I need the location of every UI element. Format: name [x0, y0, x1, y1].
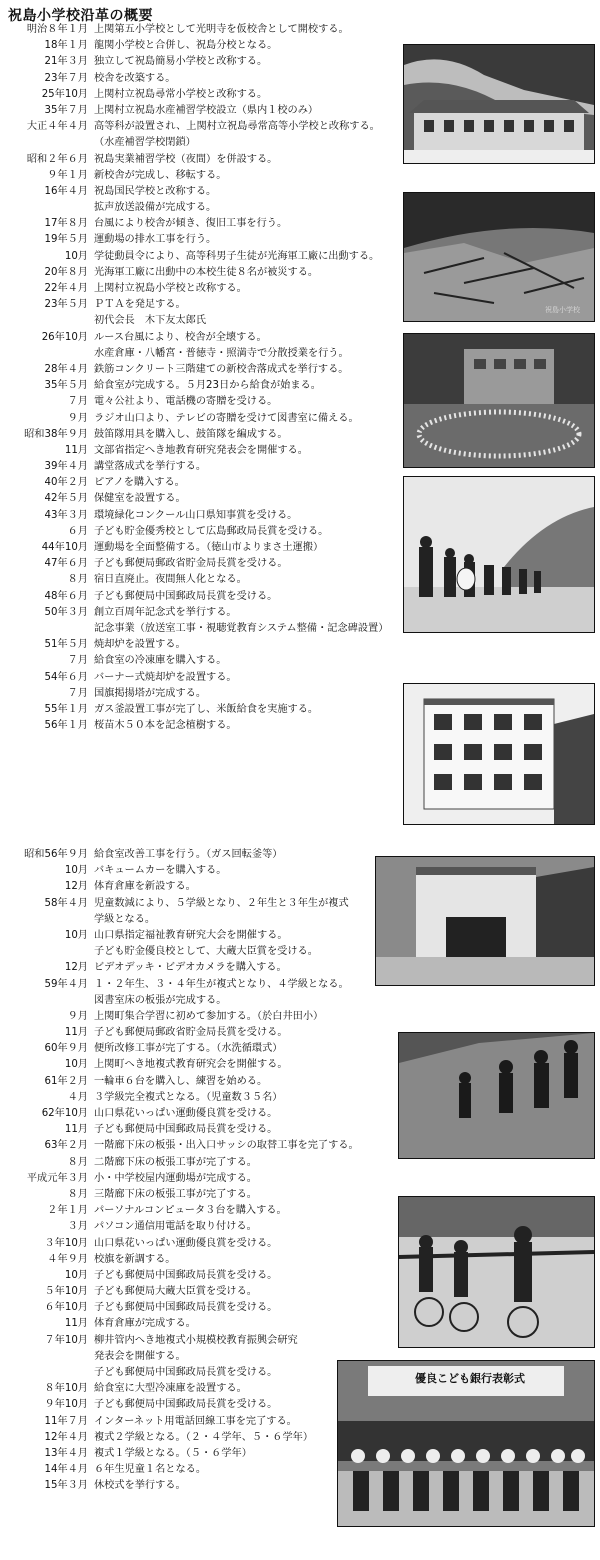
timeline-event: 子ども郵便局中国郵政局長賞を受ける。	[94, 1367, 278, 1378]
timeline-row	[0, 718, 400, 734]
timeline-event: 講堂落成式を挙行する。	[94, 461, 207, 473]
timeline-date: ３年10月	[44, 1237, 88, 1249]
timeline-event: 複式２学級となる。（２・４学年、５・６学年）	[94, 1431, 314, 1443]
timeline-event: 文部省指定へき地教育研究発表会を開催する。	[94, 444, 308, 456]
timeline-date: 44年10月	[41, 542, 88, 553]
timeline-event: 拡声放送設備が完成する。	[94, 202, 217, 214]
photo-typhoon-damage	[403, 192, 595, 322]
timeline-date: 35年７月	[44, 104, 88, 116]
timeline-event: 上関村立祝島尋常小学校と改称する。	[94, 88, 268, 100]
timeline-event: 体育倉庫が完成する。	[94, 1318, 196, 1330]
timeline-event: 環境緑化コンクール山口県知事賞を受ける。	[94, 509, 298, 521]
timeline-row	[0, 411, 400, 427]
timeline-event: 保健室を設置する。	[94, 493, 186, 505]
timeline-row	[0, 653, 400, 669]
timeline-date: 23年５月	[44, 299, 88, 311]
timeline-row	[0, 540, 400, 556]
timeline-row	[0, 475, 400, 491]
timeline-row	[0, 200, 400, 216]
photo-children-outdoors	[398, 1032, 595, 1159]
timeline-date: 54年６月	[44, 671, 88, 683]
timeline-row	[0, 1057, 400, 1073]
timeline-event: ルース台風により、校舎が全壊する。	[94, 331, 267, 343]
timeline-event: 一階廊下床の板張・出入口サッシの取替工事を完了する。	[94, 1140, 359, 1152]
timeline-event: 祝島実業補習学校（夜間）を併設する。	[94, 153, 278, 165]
timeline-event: 鉄筋コンクリート三階建ての新校舎落成式を挙行する。	[94, 363, 349, 375]
timeline-row	[0, 1236, 400, 1252]
timeline-event: 校旗を新調する。	[94, 1253, 176, 1265]
timeline-event: 上関村立祝島小学校と改称する。	[94, 283, 247, 294]
timeline-event: 高等科が設置され、上関村立祝島尋常高等小学校と改称する。	[94, 121, 380, 133]
timeline-date: 59年４月	[44, 978, 88, 990]
timeline-event: 祝島国民学校と改称する。	[94, 185, 217, 197]
timeline-row	[0, 1074, 400, 1090]
timeline-date: ７月	[67, 396, 88, 408]
timeline-date: 10月	[64, 250, 88, 262]
timeline-event: 柳井管内へき地複式小規模校教育振興会研究	[94, 1334, 298, 1346]
timeline-date: 60年９月	[44, 1043, 88, 1055]
timeline-event: 子ども貯金優良校として、大蔵大臣賞を受ける。	[94, 946, 318, 958]
timeline-event: 学徒動員令により、高等科男子生徒が光海軍工廠に出動する。	[94, 250, 380, 262]
timeline-date: 12月	[64, 962, 88, 974]
timeline-event: 記念事業（放送室工事・視聴覚教育システム整備・記念碑設置）	[94, 622, 389, 634]
timeline-row	[0, 621, 400, 637]
timeline-date: 16年４月	[44, 185, 88, 197]
timeline-row	[0, 1106, 400, 1122]
timeline-event: 休校式を挙行する。	[94, 1480, 186, 1492]
timeline-row	[0, 346, 400, 362]
timeline-date: 39年４月	[44, 461, 88, 473]
timeline-date: 10月	[64, 1269, 88, 1281]
timeline-event: 独立して祝島簡易小学校と改称する。	[94, 56, 268, 68]
timeline-date: ７年10月	[44, 1334, 88, 1346]
timeline-date: 26年10月	[41, 331, 88, 343]
timeline-date: 25年10月	[41, 88, 88, 100]
timeline-event: ３学級完全複式となる。（児童数３５名）	[94, 1091, 283, 1103]
timeline-date: 昭和２年６月	[26, 153, 88, 165]
timeline-event: 創立百周年記念式を挙行する。	[94, 606, 237, 618]
timeline-event: 発表会を開催する。	[94, 1350, 186, 1362]
timeline-row	[0, 556, 400, 572]
timeline-row	[0, 1268, 400, 1284]
photo-fife-drum-corps	[403, 476, 595, 633]
timeline-row	[0, 330, 400, 346]
timeline-row	[0, 1203, 400, 1219]
timeline-row	[0, 1041, 400, 1057]
timeline-row	[0, 863, 400, 879]
timeline-date: ９月	[67, 412, 88, 424]
timeline-row	[0, 702, 400, 718]
timeline-event: 子ども郵便局中国郵政局長賞を受ける。	[94, 590, 278, 602]
timeline-event: 子ども郵便局中国郵政局長賞を受ける。	[94, 1399, 278, 1411]
timeline-row	[0, 1219, 400, 1235]
timeline-date: ７月	[67, 687, 88, 699]
timeline-row	[0, 993, 400, 1009]
timeline-event: 二階廊下床の板張工事が完了する。	[94, 1156, 257, 1168]
timeline-row	[0, 589, 400, 605]
timeline-row	[0, 38, 400, 54]
timeline-row	[0, 281, 400, 297]
timeline-row	[0, 1138, 400, 1154]
timeline-row	[0, 1187, 400, 1203]
timeline-event: 宿日直廃止。夜間無人化となる。	[94, 574, 247, 586]
page-title: 祝島小学校沿革の概要	[8, 8, 153, 24]
timeline-date: 35年５月	[44, 380, 88, 392]
timeline-event: 運動場の排水工事を行う。	[94, 234, 217, 246]
photo-award-ceremony	[337, 1360, 595, 1527]
timeline-event: ラジオ山口より、テレビの寄贈を受けて図書室に備える。	[94, 412, 359, 424]
timeline-date: 63年２月	[44, 1140, 88, 1152]
timeline-date: ２年１月	[47, 1205, 88, 1217]
timeline-event: 台風により校舎が傾き、復旧工事を行う。	[94, 218, 288, 230]
timeline-row	[0, 1300, 400, 1316]
timeline-date: 42年５月	[44, 493, 88, 505]
timeline-row	[0, 977, 400, 993]
timeline-date: 明治８年１月	[26, 24, 88, 35]
timeline-date: 47年６月	[44, 558, 88, 570]
timeline-row	[0, 1025, 400, 1041]
timeline-row	[0, 265, 400, 281]
timeline-row	[0, 928, 400, 944]
timeline-event: （水産補習学校閉鎖）	[94, 137, 196, 149]
timeline-event: 初代会長 木下友太郎氏	[94, 315, 207, 327]
timeline-row	[0, 1252, 400, 1268]
timeline-event: 三階廊下床の板張工事が完了する。	[94, 1188, 257, 1200]
timeline-date: 50年３月	[44, 606, 88, 618]
timeline-row	[0, 216, 400, 232]
photo-school-entrance	[375, 856, 595, 986]
timeline-event: 水産倉庫・八幡宮・普徳寺・照満寺で分散授業を行う。	[94, 347, 349, 359]
timeline-date: 11年７月	[44, 1415, 88, 1427]
timeline-date: ８月	[67, 1156, 88, 1168]
timeline-date: 11月	[64, 1027, 88, 1039]
timeline-date: 55年１月	[44, 703, 88, 715]
timeline-event: 新校舎が完成し、移転する。	[94, 169, 227, 181]
timeline-date: 11月	[64, 1318, 88, 1330]
timeline-row	[0, 87, 400, 103]
timeline-date: 62年10月	[41, 1108, 88, 1119]
timeline-event: パソコン通信用電話を取り付ける。	[94, 1221, 257, 1233]
timeline-event: 給食室に大型冷凍庫を設置する。	[94, 1383, 247, 1395]
timeline-date: ８年10月	[44, 1383, 88, 1395]
timeline-event: 子ども郵便局郵政省貯金局長賞を受ける。	[94, 558, 288, 570]
timeline-event: ピアノを購入する。	[94, 477, 185, 489]
timeline-row	[0, 378, 400, 394]
timeline-row	[0, 22, 400, 38]
timeline-date: 12月	[64, 881, 88, 893]
timeline-date: ８月	[67, 1188, 88, 1200]
timeline-event: バキュームカーを購入する。	[94, 865, 227, 877]
timeline-row	[0, 297, 400, 313]
timeline-event: 子ども郵便局中国郵政局長賞を受ける。	[94, 1124, 278, 1136]
award-banner: 優良こども銀行表彰式	[415, 1372, 525, 1385]
timeline-row	[0, 524, 400, 540]
timeline-date: 15年３月	[44, 1480, 88, 1492]
timeline-event: 給食室改善工事を行う。（ガス回転釜等）	[94, 849, 283, 860]
timeline-event: 一輪車６台を購入し、練習を始める。	[94, 1075, 268, 1087]
timeline-row	[0, 508, 400, 524]
timeline-row	[0, 54, 400, 70]
timeline-row	[0, 1122, 400, 1138]
timeline-row	[0, 670, 400, 686]
timeline-event: 上関町集合学習に初めて参加する。（於白井田小）	[94, 1010, 324, 1022]
photo-school-1950s	[403, 44, 595, 164]
timeline-date: 平成元年３月	[26, 1172, 88, 1184]
timeline-row	[0, 1009, 400, 1025]
timeline-date: ８月	[67, 574, 88, 586]
photo-school-sports	[403, 333, 595, 468]
timeline-row	[0, 249, 400, 265]
timeline-row	[0, 686, 400, 702]
timeline-date: ５年10月	[44, 1286, 88, 1298]
timeline-event: ビデオデッキ・ビデオカメラを購入する。	[94, 962, 287, 974]
timeline-section-1	[0, 22, 400, 734]
timeline-event: パーソナルコンピュータ３台を購入する。	[94, 1205, 287, 1217]
timeline-date: 28年４月	[44, 363, 88, 375]
timeline-event: 子ども郵便局中国郵政局長賞を受ける。	[94, 1302, 278, 1314]
timeline-date: 11月	[64, 444, 88, 456]
timeline-event: 上関第五小学校として光明寺を仮校舎として開校する。	[94, 24, 349, 35]
timeline-event: 子ども郵便局中国郵政局長賞を受ける。	[94, 1269, 278, 1281]
timeline-date: 14年４月	[44, 1464, 88, 1476]
timeline-date: 48年６月	[44, 590, 88, 602]
timeline-event: 子ども郵便局郵政省貯金局長賞を受ける。	[94, 1027, 288, 1039]
timeline-date: 40年２月	[44, 477, 88, 489]
timeline-event: 便所改修工事が完了する。（水洗循環式）	[94, 1043, 283, 1055]
timeline-row	[0, 1284, 400, 1300]
timeline-event: インターネット用電話回線工事を完了する。	[94, 1415, 297, 1427]
timeline-date: 大正４年４月	[26, 121, 88, 133]
timeline-date: 昭和38年９月	[24, 428, 88, 440]
timeline-event: 電々公社より、電話機の寄贈を受ける。	[94, 396, 278, 408]
timeline-row	[0, 394, 400, 410]
timeline-date: 58年４月	[44, 897, 88, 909]
timeline-event: 体育倉庫を新設する。	[94, 881, 196, 893]
timeline-date: 56年１月	[44, 720, 88, 732]
timeline-date: 43年３月	[44, 509, 88, 521]
timeline-row	[0, 491, 400, 507]
timeline-event: 光海軍工廠に出動中の本校生徒８名が被災する。	[94, 266, 319, 278]
timeline-event: 子ども郵便局大蔵大臣賞を受ける。	[94, 1286, 257, 1298]
timeline-row	[0, 103, 400, 119]
timeline-row	[0, 459, 400, 475]
timeline-date: 20年８月	[44, 266, 88, 278]
timeline-event: 上関町へき地複式教育研究会を開催する。	[94, 1059, 288, 1071]
timeline-date: ４年９月	[47, 1253, 88, 1265]
timeline-date: ９年10月	[44, 1399, 88, 1411]
timeline-date: ９年１月	[47, 169, 88, 181]
timeline-row	[0, 944, 400, 960]
timeline-event: 給食室が完成する。５月23日から給食が始まる。	[94, 380, 321, 392]
photo-school-building	[403, 683, 595, 825]
timeline-row	[0, 1155, 400, 1171]
timeline-event: ＰＴＡを発足する。	[94, 299, 186, 311]
timeline-date: 11月	[64, 1124, 88, 1136]
timeline-event: 龍関小学校と合併し、祝島分校となる。	[94, 40, 278, 52]
photo-caption-1: 祝島小学校	[545, 306, 580, 314]
timeline-row	[0, 637, 400, 653]
timeline-event: 運動場を全面整備する。（徳山市よりまさ土運搬）	[94, 542, 324, 553]
timeline-row	[0, 572, 400, 588]
timeline-row	[0, 168, 400, 184]
timeline-row	[0, 152, 400, 168]
timeline-date: 51年５月	[44, 639, 88, 651]
timeline-event: ６年生児童１名となる。	[94, 1464, 207, 1476]
timeline-event: 山口県指定福祉教育研究大会を開催する。	[94, 929, 288, 941]
timeline-row	[0, 443, 400, 459]
timeline-date: ３月	[67, 1221, 88, 1233]
timeline-event: ガス釜設置工事が完了し、米飯給食を実施する。	[94, 703, 319, 715]
timeline-event: 鼓笛隊用具を購入し、鼓笛隊を編成する。	[94, 428, 288, 440]
timeline-date: 10月	[64, 865, 88, 877]
timeline-row	[0, 960, 400, 976]
timeline-row	[0, 135, 400, 151]
timeline-row	[0, 427, 400, 443]
timeline-event: 山口県花いっぱい運動優良賞を受ける。	[94, 1237, 278, 1249]
timeline-row	[0, 912, 400, 928]
timeline-event: 国旗掲揚塔が完成する。	[94, 687, 207, 699]
timeline-event: 上関村立祝島水産補習学校設立（県内１校のみ）	[94, 104, 319, 116]
timeline-date: 昭和56年９月	[24, 849, 88, 860]
timeline-date: 10月	[64, 1059, 88, 1071]
timeline-event: １・２年生、３・４年生が複式となり、４学級となる。	[94, 978, 349, 990]
timeline-row	[0, 847, 400, 863]
timeline-event: 給食室の冷凍庫を購入する。	[94, 655, 227, 667]
timeline-event: 小・中学校屋内運動場が完成する。	[94, 1172, 257, 1184]
timeline-row	[0, 71, 400, 87]
timeline-event: 図書室床の板張が完成する。	[94, 994, 227, 1006]
timeline-row	[0, 896, 400, 912]
timeline-event: 子ども貯金優秀校として広島郵政局長賞を受ける。	[94, 525, 329, 537]
timeline-date: ６年10月	[44, 1302, 88, 1314]
timeline-row	[0, 362, 400, 378]
timeline-row	[0, 184, 400, 200]
timeline-row	[0, 119, 400, 135]
timeline-date: 13年４月	[44, 1447, 88, 1459]
timeline-date: 19年５月	[44, 234, 88, 246]
timeline-row	[0, 1090, 400, 1106]
timeline-date: ７月	[67, 655, 88, 667]
timeline-row	[0, 232, 400, 248]
timeline-date: ４月	[67, 1091, 88, 1103]
timeline-date: 21年３月	[44, 56, 88, 68]
timeline-date: ９月	[67, 1010, 88, 1022]
timeline-event: 山口県花いっぱい運動優良賞を受ける。	[94, 1108, 278, 1119]
timeline-row	[0, 605, 400, 621]
timeline-row	[0, 313, 400, 329]
timeline-date: 12年４月	[44, 1431, 88, 1443]
timeline-date: 22年４月	[44, 283, 88, 294]
timeline-event: 児童数減により、５学級となり、２年生と３年生が複式	[94, 897, 349, 909]
timeline-date: 18年１月	[44, 40, 88, 52]
timeline-event: バーナー式焼却炉を設置する。	[94, 671, 237, 683]
timeline-event: 桜苗木５０本を記念植樹する。	[94, 720, 237, 732]
timeline-event: 複式１学級となる。（５・６学年）	[94, 1447, 252, 1459]
timeline-date: 23年７月	[44, 72, 88, 84]
timeline-date: 17年８月	[44, 218, 88, 230]
timeline-event: 学級となる。	[94, 913, 156, 925]
timeline-date: 61年２月	[44, 1075, 88, 1087]
photo-unicycle-practice	[398, 1196, 595, 1348]
timeline-event: 校舎を改築する。	[94, 72, 176, 84]
timeline-date: ６月	[67, 525, 88, 537]
timeline-row	[0, 879, 400, 895]
timeline-row	[0, 1316, 400, 1332]
timeline-row	[0, 1333, 400, 1349]
timeline-event: 焼却炉を設置する。	[94, 639, 186, 651]
timeline-date: 10月	[64, 929, 88, 941]
timeline-row	[0, 1171, 400, 1187]
